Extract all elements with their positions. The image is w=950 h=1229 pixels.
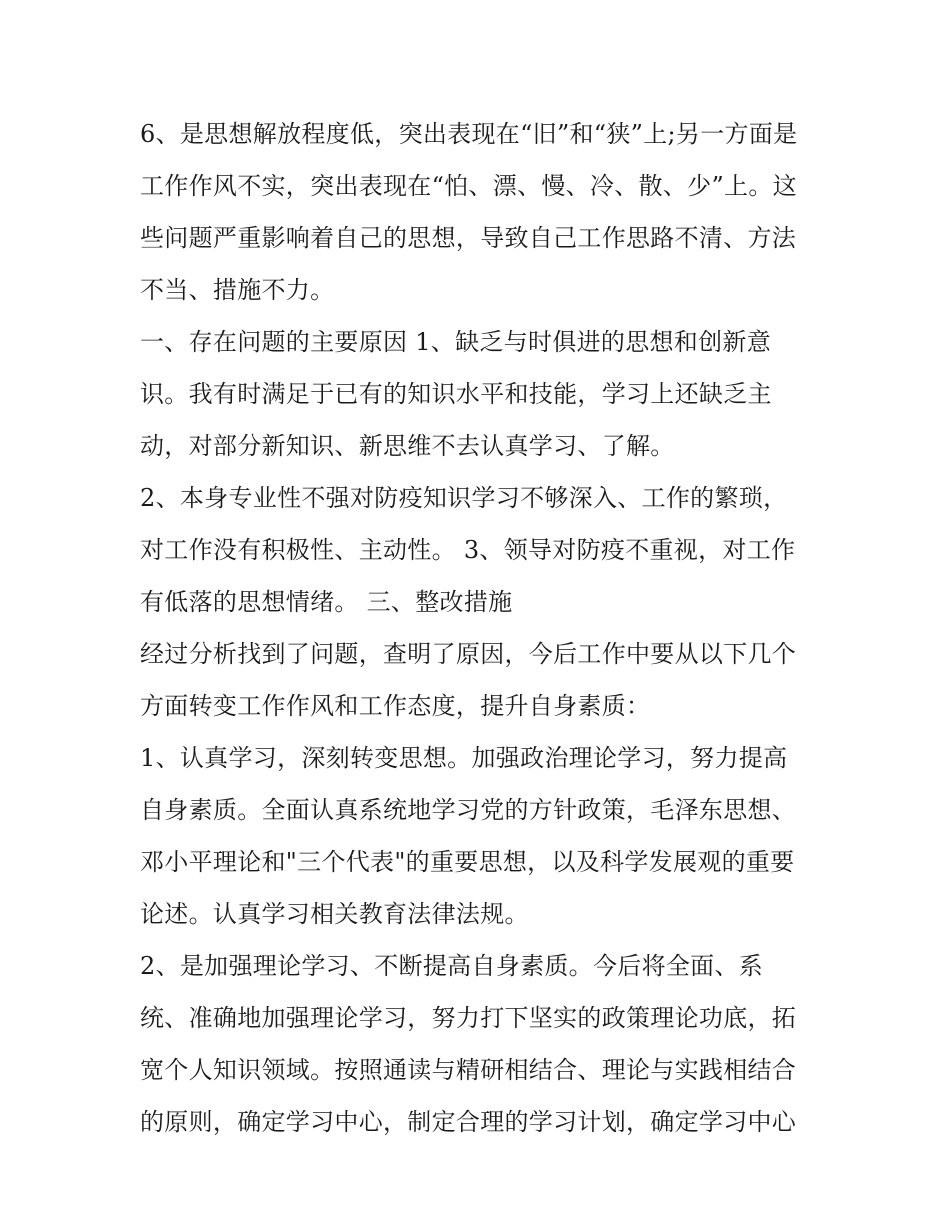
text-line: 统、准确地加强理论学习，努力打下坚实的政策理论功底，拓 [140, 1004, 797, 1032]
document-body [140, 108, 820, 1148]
text-line: 对工作没有积极性、主动性。 3、领导对防疫不重视，对工作 [140, 536, 796, 564]
text-line: 一、存在问题的主要原因 1、缺乏与时俱进的思想和创新意 [140, 328, 771, 356]
text-line: 邓小平理论和"三个代表"的重要思想，以及科学发展观的重要 [140, 848, 795, 876]
text-line: 6、是思想解放程度低，突出表现在“旧”和“狭”上;另一方面是 [140, 120, 798, 148]
text-line: 论述。认真学习相关教育法律法规。 [140, 900, 529, 928]
text-line: 识。我有时满足于已有的知识水平和技能，学习上还缺乏主 [140, 380, 772, 408]
text-line: 的原则，确定学习中心，制定合理的学习计划，确定学习中心 [140, 1108, 797, 1136]
text-line: 宽个人知识领域。按照通读与精研相结合、理论与实践相结合 [140, 1056, 797, 1084]
text-line: 有低落的思想情绪。 三、整改措施 [140, 588, 513, 616]
text-line: 些问题严重影响着自己的思想，导致自己工作思路不清、方法 [140, 224, 797, 252]
text-line: 1、认真学习，深刻转变思想。加强政治理论学习，努力提高 [140, 744, 788, 772]
text-line: 2、是加强理论学习、不断提高自身素质。今后将全面、系 [140, 952, 764, 980]
text-line: 自身素质。全面认真系统地学习党的方针政策，毛泽东思想、 [140, 796, 797, 824]
text-line: 不当、措施不力。 [140, 276, 335, 304]
text-line: 动，对部分新知识、新思维不去认真学习、了解。 [140, 432, 675, 460]
text-line: 经过分析找到了问题，查明了原因，今后工作中要从以下几个 [140, 640, 797, 668]
text-line: 工作作风不实，突出表现在“怕、漂、慢、冷、散、少”上。这 [140, 172, 797, 200]
text-line: 方面转变工作作风和工作态度，提升自身素质： [140, 692, 651, 720]
text-line: 2、本身专业性不强对防疫知识学习不够深入、工作的繁琐， [140, 484, 788, 512]
